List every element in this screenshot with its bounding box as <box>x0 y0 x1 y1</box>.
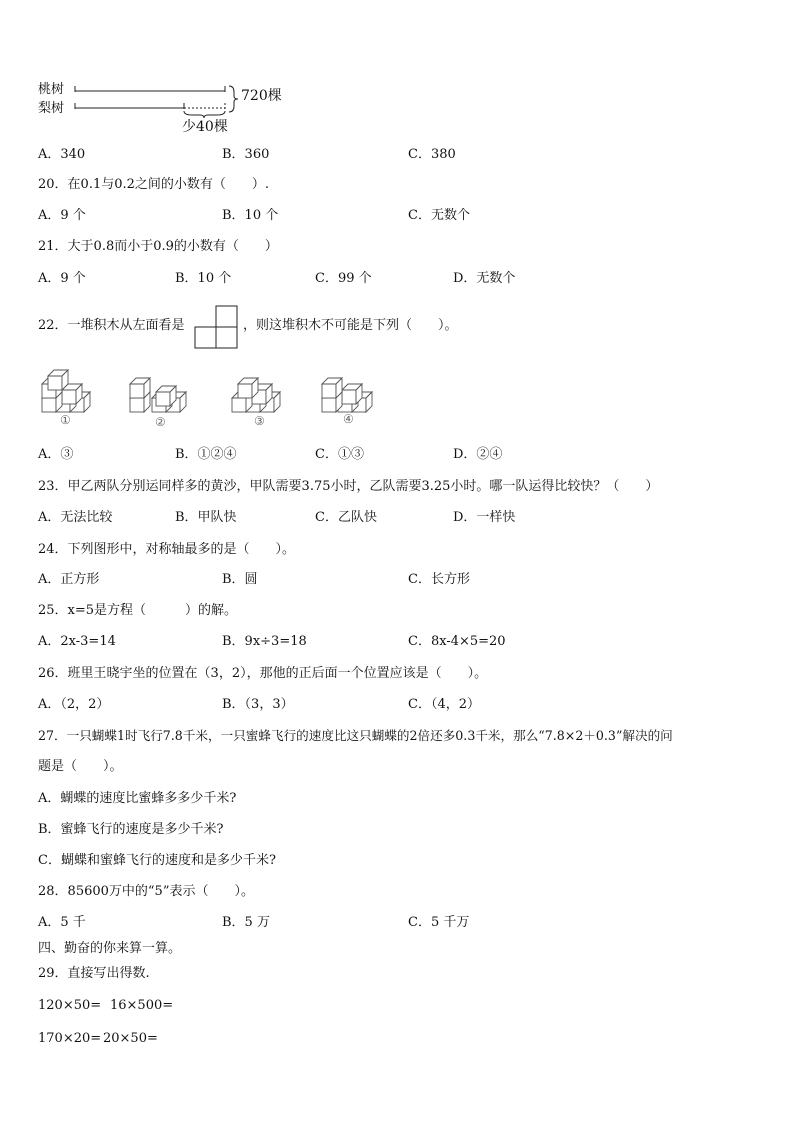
peach-tree-label: 桃树 <box>38 82 65 97</box>
option-a[interactable]: A．2x-3=14 <box>38 634 116 649</box>
calc-item: 16×500= <box>110 998 174 1013</box>
option-b[interactable]: B．蜜蜂飞行的速度是多少千米? <box>38 822 224 837</box>
q26-stem: 26．班里王晓宇坐的位置在（3，2），那他的正后面一个位置应该是（ ）。 <box>38 666 488 681</box>
option-c[interactable]: C．380 <box>408 147 456 162</box>
option-c[interactable]: C．99 个 <box>315 271 372 286</box>
q21-stem: 21．大于0.8而小于0.9的小数有（ ） <box>38 239 278 254</box>
option-b[interactable]: B．10 个 <box>222 208 279 223</box>
q19-line-segments <box>0 0 794 140</box>
q24-stem: 24．下列图形中，对称轴最多的是（ ）。 <box>38 542 296 557</box>
q23-stem: 23．甲乙两队分别运同样多的黄沙，甲队需要3.75小时，乙队需要3.25小时。哪一队运得比较快？（ ） <box>38 479 659 494</box>
section-title: 四、勤奋的你来算一算。 <box>38 941 182 956</box>
option-c[interactable]: C．长方形 <box>408 572 470 587</box>
option-a[interactable]: A．蝴蝶的速度比蜜蜂多多少千米? <box>38 791 237 806</box>
figure-4 <box>322 378 372 412</box>
option-b[interactable]: B．圆 <box>222 572 258 587</box>
q29-stem: 29．直接写出得数. <box>38 966 150 981</box>
option-b[interactable]: B．甲队快 <box>175 510 237 525</box>
option-b[interactable]: B．①②④ <box>175 447 237 462</box>
option-a[interactable]: A．无法比较 <box>38 510 113 525</box>
q22-stem-after: ，则这堆积木不可能是下列（ ）。 <box>243 318 458 333</box>
q27-stem-line2: 题是（ ）。 <box>38 759 123 774</box>
calc-item: 120×50= <box>38 998 102 1013</box>
option-a[interactable]: A．5 千 <box>38 915 86 930</box>
figure-2 <box>130 378 186 412</box>
q25-stem: 25．x=5是方程（ ）的解。 <box>38 603 238 618</box>
figure-label-1: ① <box>60 413 71 427</box>
option-d[interactable]: D．一样快 <box>453 510 516 525</box>
option-c[interactable]: C．蝴蝶和蜜蜂飞行的速度和是多少千米? <box>38 853 276 868</box>
option-a[interactable]: A．9 个 <box>38 271 86 286</box>
option-c[interactable]: C．8x-4×5=20 <box>408 634 506 649</box>
option-b[interactable]: B．5 万 <box>222 915 270 930</box>
option-c[interactable]: C．乙队快 <box>315 510 377 525</box>
total-label: 720棵 <box>241 88 282 104</box>
figure-label-2: ② <box>155 415 166 429</box>
option-a[interactable]: A．③ <box>38 447 74 462</box>
q20-stem: 20．在0.1与0.2之间的小数有（ ）. <box>38 177 270 192</box>
q28-stem: 28．85600万中的“5”表示（ ）。 <box>38 884 254 899</box>
option-a[interactable]: A．9 个 <box>38 208 86 223</box>
q22-stem-before: 22．一堆积木从左面看是 <box>38 318 185 333</box>
option-b[interactable]: B．9x÷3=18 <box>222 634 307 649</box>
option-a[interactable]: A．340 <box>38 147 86 162</box>
option-c[interactable]: C．5 千万 <box>408 915 470 930</box>
option-a[interactable]: A．正方形 <box>38 572 100 587</box>
option-a[interactable]: A．（2，2） <box>38 697 110 712</box>
calc-item: 20×50= <box>103 1031 158 1046</box>
option-c[interactable]: C．（4，2） <box>408 697 480 712</box>
figure-label-3: ③ <box>254 414 265 428</box>
figure-3 <box>232 378 280 412</box>
q27-stem-line1: 27．一只蝴蝶1时飞行7.8千米，一只蜜蜂飞行的速度比这只蝴蝶的2倍还多0.3千米，那么“7.8×2＋0.3”解决的问 <box>38 728 673 743</box>
option-c[interactable]: C．无数个 <box>408 208 470 223</box>
option-d[interactable]: D．无数个 <box>453 271 516 286</box>
calc-item: 170×20= <box>38 1031 102 1046</box>
option-b[interactable]: B．（3，3） <box>222 697 294 712</box>
option-b[interactable]: B．360 <box>222 147 270 162</box>
option-b[interactable]: B．10 个 <box>175 271 232 286</box>
pear-tree-label: 梨树 <box>38 101 65 116</box>
figure-label-4: ④ <box>343 412 354 426</box>
figure-1 <box>42 370 90 412</box>
left-view-figure <box>194 305 244 349</box>
difference-label: 少40棵 <box>182 119 228 135</box>
option-d[interactable]: D．②④ <box>453 447 503 462</box>
option-c[interactable]: C．①③ <box>315 447 364 462</box>
